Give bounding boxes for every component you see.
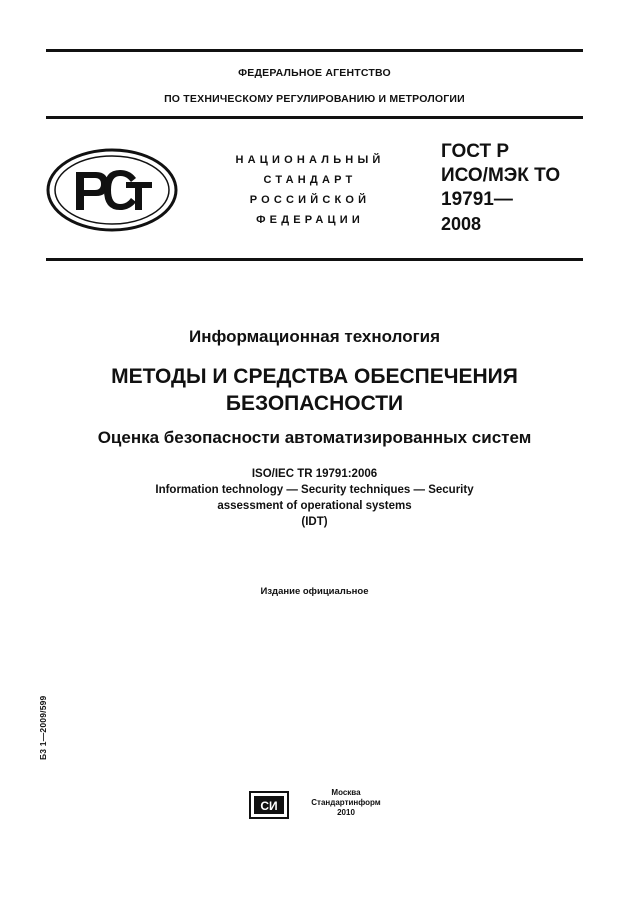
title-line: БЕЗОПАСНОСТИ [225, 392, 404, 415]
side-code: Б3 1—2009/599 [38, 695, 48, 760]
national-line: СТАНДАРТ [263, 174, 357, 186]
publisher-name: Стандартинформ [311, 798, 381, 807]
iso-line: Information technology — Security techniques — Security [155, 484, 474, 496]
document-part-title: Оценка безопасности автоматизированных систем [97, 428, 532, 447]
publisher-info [296, 788, 396, 818]
document-subtitle: Информационная технология [188, 327, 441, 346]
document-title [46, 363, 583, 417]
section-rule [46, 258, 583, 261]
national-line: НАЦИОНАЛЬНЫЙ [235, 154, 385, 166]
iso-line: ISO/IEC TR 19791:2006 [251, 468, 378, 480]
iso-reference [46, 466, 583, 530]
edition-label: Издание официальное [260, 586, 369, 597]
national-standard-label [210, 150, 410, 230]
designation-line: ГОСТ Р [441, 141, 510, 162]
designation-line: ИСО/МЭК ТО [441, 165, 561, 186]
iso-line: assessment of operational systems [217, 500, 412, 512]
top-rule [46, 49, 583, 52]
rst-emblem-icon [46, 148, 178, 232]
publisher-city: Москва [331, 788, 361, 797]
svg-text:СИ: СИ [260, 799, 278, 813]
national-line: РОССИЙСКОЙ [249, 194, 371, 206]
iso-line: (IDT) [301, 516, 328, 528]
designation-line: 19791— [441, 189, 513, 210]
title-line: МЕТОДЫ И СРЕДСТВА ОБЕСПЕЧЕНИЯ [111, 365, 518, 388]
national-line: ФЕДЕРАЦИИ [256, 214, 364, 226]
agency-name-line2: ПО ТЕХНИЧЕСКОМУ РЕГУЛИРОВАНИЮ И МЕТРОЛОГИИ [164, 93, 465, 105]
header-rule [46, 116, 583, 119]
standard-designation [441, 140, 591, 236]
agency-name-line1: ФЕДЕРАЛЬНОЕ АГЕНТСТВО [238, 67, 391, 79]
publisher-year: 2010 [337, 808, 355, 817]
designation-year: 2008 [441, 214, 482, 234]
standartinform-logo-icon [248, 790, 290, 820]
